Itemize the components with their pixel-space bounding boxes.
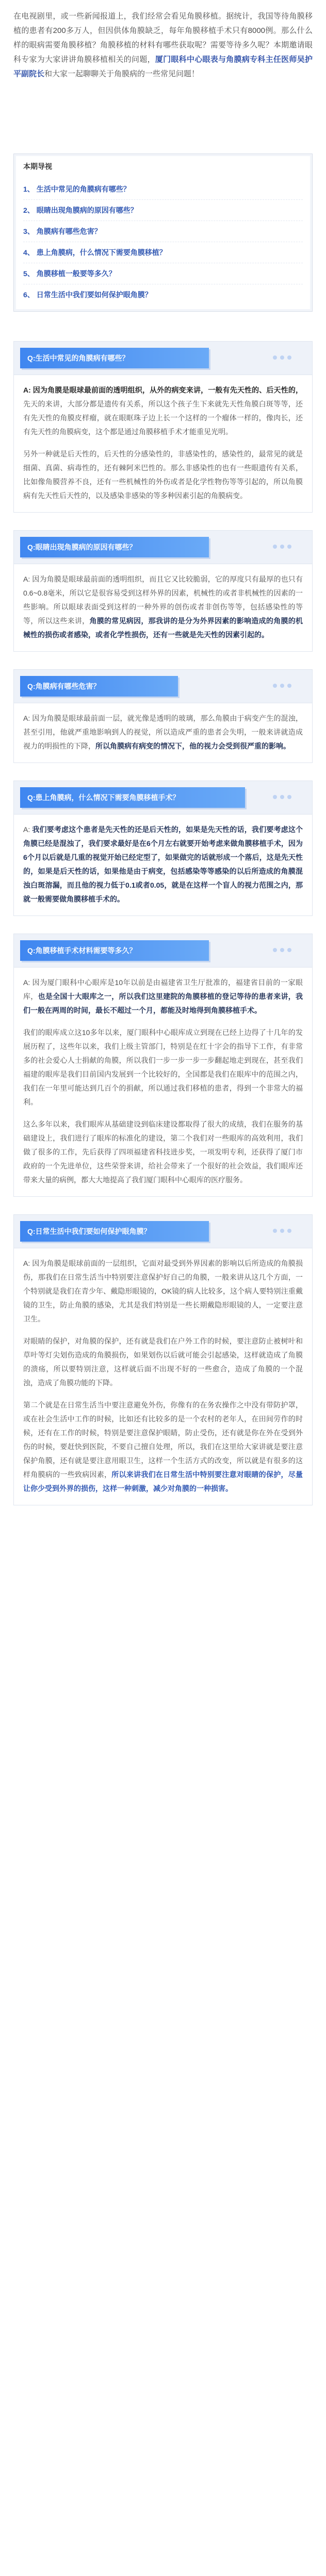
question-header <box>13 1214 313 1248</box>
answer-emphasis: 所以来讲我们在日常生活中特别要注意对眼睛的保护，尽量让你少受到外界的损伤，这样一种刺激，减少对角膜的一种损害。 <box>23 1470 303 1493</box>
question-header <box>13 341 313 375</box>
spacer <box>0 324 326 341</box>
answer-paragraph <box>23 823 303 906</box>
answer-paragraph <box>23 383 303 439</box>
qa-section <box>11 781 315 916</box>
intro-section <box>13 0 313 147</box>
toc-item-number: 1、 <box>23 185 35 193</box>
toc-item[interactable] <box>23 242 303 263</box>
answer-emphasis: 也是全国十大眼库之一，所以我们这里建院的角膜移植的登记等待的患者来讲，我们一般在两周的时间，最长不超过一个月，都能及时地得到角膜移植手术。 <box>23 992 303 1014</box>
answer-emphasis: 我们要考虑这个患者是先天性的还是后天性的，如果是先天性的话，我们要考虑这个角膜已经是混浊了，我们要求最好是在6个月左右就要开始考虑来做角膜移植手术，因为6个月以后就是几重的视觉开始已经定型了，如果做完的话就形成一个落后，这是先天性的，如果是后天性的话，如果他是由于病变，包括感染等等感染的以后所造成的角膜混浊白斑溶漏，而且他的视力低于0.1或者0.05，就是在这样一个盲人的视力范围之内，那就一般需要做角膜移植手术的。 <box>23 825 303 903</box>
table-of-contents <box>13 154 313 324</box>
toc-item[interactable] <box>23 179 303 200</box>
question-title: Q:生活中常见的角膜病有哪些？ <box>20 348 209 368</box>
answer-paragraph <box>23 1398 303 1496</box>
toc-item-number: 2、 <box>23 206 35 214</box>
question-title: Q:患上角膜病，什么情况下需要角膜移植手术？ <box>20 787 245 808</box>
answer-body <box>13 1248 313 1505</box>
question-title: Q:角膜病有哪些危害？ <box>20 676 178 697</box>
toc-item[interactable] <box>23 200 303 221</box>
intro-tail: 和大家一起聊聊关于角膜病的一些常见问题！ <box>44 70 200 78</box>
toc-item-number: 5、 <box>23 269 35 278</box>
toc-card <box>13 154 313 312</box>
dots-decoration-icon <box>273 681 304 691</box>
answer-emphasis: 角膜的常见病因，那我讲的是分为外界因素的影响造成的角膜的机械性的损伤或者感染，或者化学性损伤，还有一些就是先天性的因素引起的。 <box>23 617 303 639</box>
intro-paragraph <box>13 9 313 81</box>
answer-paragraph <box>23 1334 303 1390</box>
toc-item-number: 3、 <box>23 227 35 235</box>
toc-item-label: 生活中常见的角膜病有哪些？ <box>36 185 131 193</box>
dots-decoration-icon <box>273 792 304 803</box>
qa-section <box>11 341 315 513</box>
question-title: Q:眼睛出现角膜病的原因有哪些？ <box>20 537 209 557</box>
spacer <box>0 1197 326 1214</box>
answer-body <box>13 968 313 1197</box>
toc-item-label: 角膜病有哪些危害？ <box>36 227 102 235</box>
answer-body <box>13 815 313 916</box>
answer-paragraph <box>23 1026 303 1109</box>
toc-item-label: 患上角膜病，什么情况下需要角膜移植？ <box>36 248 167 257</box>
question-header <box>13 669 313 703</box>
toc-item-label: 日常生活中我们要如何保护眼角膜？ <box>36 291 152 299</box>
answer-paragraph <box>23 572 303 642</box>
toc-item-number: 4、 <box>23 248 35 257</box>
answer-paragraph <box>23 976 303 1018</box>
toc-title: 本期导视 <box>23 162 52 171</box>
intro-text: 在电视剧里，或一些新闻报道上，我们经常会看见角膜移植。据统计，我国等待角膜移植的患者有200多万人，但因供体角膜缺乏，每年角膜移植手术只有8000例。那么什么样的眼病需要角膜移植？角膜移植的材料有哪些获取呢？需要等待多久呢？本期邀请眼科专家为大家讲讲角膜移植相关的问题， <box>13 12 313 64</box>
spacer <box>0 513 326 530</box>
question-title: Q:日常生活中我们要如何保护眼角膜？ <box>20 1221 209 1242</box>
question-header <box>13 530 313 564</box>
answer-paragraph <box>23 447 303 503</box>
intro-expert-name: 厦门眼科中心眼表与角膜病专科主任医师吴护平副院长 <box>13 55 313 78</box>
dots-decoration-icon <box>273 542 304 552</box>
qa-section <box>11 530 315 652</box>
toc-item-number: 6、 <box>23 291 35 299</box>
answer-text: A: 因为角膜是眼球最前面一层，就光像是透明的玻璃，那么角膜由于病变产生的混浊，甚至引用，他就严重地影响到人的视觉，所以造成严重的患者会失明，一般来讲就造成视力的明损性的下降， <box>23 714 303 750</box>
dots-decoration-icon <box>273 1226 304 1236</box>
answer-text: 对眼睛的保护，对角膜的保护，还有就是我们在户外工作的时候，要注意防止被树叶和草叶等灯尖划伤造成的角膜损伤，如果划伤以后就可能会引起感染，这样就造成了角膜的溃疡，所以要特别注意，这样就后面不出现不好的一些愈合，造成了角膜的一个混浊，造成了角膜功能的下降。 <box>23 1337 303 1387</box>
toc-item[interactable] <box>23 284 303 305</box>
answer-lead: A: 因为厦门眼科中心眼库是10年以前是由福建省卫生厅批准的，福建省目前的一家眼库， <box>23 978 303 1001</box>
toc-item[interactable] <box>23 263 303 284</box>
dots-decoration-icon <box>273 945 304 956</box>
qa-section <box>11 1214 315 1505</box>
answer-text: 这么多年以来，我们眼库从基础建设到临床建设都取得了很大的成绩，我们在服务的基础建设上，我们进行了眼库的标准化的建设，第二个我们对一些眼库的高效利用，我们做了很多的工作，先后获得了四项福建省科技进步奖，一项发明专利，还获得了厦门市政府的一个先进单位，这些荣誉来讲，给社会带来了一个很好的社会效益，我们眼库还带来大量的病例，都大大地提高了我们厦门眼科中心眼库的医疗服务。 <box>23 1120 303 1184</box>
answer-emphasis: 所以角膜病有病变的情况下，他的视力会受到很严重的影响。 <box>95 742 290 750</box>
spacer <box>0 652 326 669</box>
answer-text: 第二个就是在日常生活当中要注意避免外伤，你像有的在务农操作之中没有带防护罩，或在社会生活中工作的时候，比如还有比较多的是一个农村的老年人，在田间劳作的时候，还有在工作的时候，特别是要注意保护眼睛，防止受伤，还有就是你在外在受到外伤的时候，要赶快到医院，不要自己擅自处理，所以，我们在这里给大家讲就是要注意保护角膜，还有就是要注意用眼卫生，这样一个生活方式的改变，所以就是有很多的这样角膜病的一些致病因素， <box>23 1401 303 1479</box>
toc-item-label: 角膜移植一般要等多久？ <box>36 269 116 278</box>
answer-text: 先天的来讲，大部分都是遗传有关系，所以这个孩子生下来就先天性角膜白斑等等，还有先天性的角膜皮样瘤，就在眼眶珠子边上长一个这样的一个瘤体一样的，像肉长，还有先天性的角膜病变，这个都是通过角膜移植手术才能重见光明。 <box>23 400 303 436</box>
answer-paragraph <box>23 711 303 753</box>
dots-decoration-icon <box>273 353 304 363</box>
question-title: Q:角膜移植手术材料需要等多久？ <box>20 940 209 961</box>
answer-body <box>13 375 313 513</box>
question-header <box>13 934 313 968</box>
answer-lead: A: 因为角膜是眼球最前面的透明组织，从外的病变来讲，一般有先天性的、后天性的， <box>23 386 303 394</box>
answer-body <box>13 564 313 652</box>
spacer <box>0 763 326 781</box>
answer-lead: A: 因为角膜是眼球前面的一层组织，它面对最受到外界因素的影响以后所造成的角膜损伤，那我们在日常生活当中特别要注意保护好自己的角膜，一般来讲从这几个方面，一个特别就是我们在青少年、戴隐形眼镜的，OK镜的病人比较多，这个病人要特别注重戴镜的卫生，防止角膜的感染，尤其是我们特别是一些长期戴隐形眼镜的人，一定要注意卫生。 <box>23 1259 303 1323</box>
answer-body <box>13 703 313 763</box>
toc-item[interactable] <box>23 221 303 242</box>
toc-list <box>23 179 303 305</box>
question-header <box>13 781 313 815</box>
answer-text: A: 因为角膜是眼球最前面的透明组织，而且它又比较脆弱，它的厚度只有最厚的也只有0.6~0.8毫米，所以它是很容易受到这样外界的因素，机械性的或者非机械性的因素的一些影响。所以眼球表面受到这样的一种外界的创伤或者非创伤等等，包括感染性的等等，所以这些来讲， <box>23 575 303 625</box>
answer-paragraph <box>23 1257 303 1326</box>
answer-text: 另外一种就是后天性的，后天性的分感染性的，非感染性的，感染性的，最常见的就是细菌、真菌、病毒性的，还有棘阿米巴性的。那么非感染性的也有一些眼遗传有关系，比如像角膜营养不良，还有一些机械性的外伤或者是化学性物伤等等引起的，所以角膜病有先天性后天性的，以及感染非感染的等多种因素引起的角膜病变。 <box>23 450 303 500</box>
qa-section <box>11 934 315 1197</box>
toc-item-label: 眼睛出现角膜病的原因有哪些？ <box>36 206 138 214</box>
answer-paragraph <box>23 1117 303 1187</box>
answer-text: 我们的眼库成立这10多年以来，厦门眼科中心眼库成立到现在已经上边得了十几年的发展历程了，这些年以来，我们上级主管部门，特别是在红十字会的指导下工作，有非常多的社会爱心人士捐献的角膜，所以我们一步一步一步一步翻起地走到现在，甚至我们福建的眼库是我们目前国内发展到一个比较好的，全国都是我们在眼库中的范围之内，我们在一年里可能达到几百个的捐献，所以通过我们移植的患者，得到一个非常大的福利。 <box>23 1028 303 1106</box>
answer-lead: A: <box>23 825 32 834</box>
qa-section <box>11 669 315 763</box>
spacer <box>0 916 326 934</box>
